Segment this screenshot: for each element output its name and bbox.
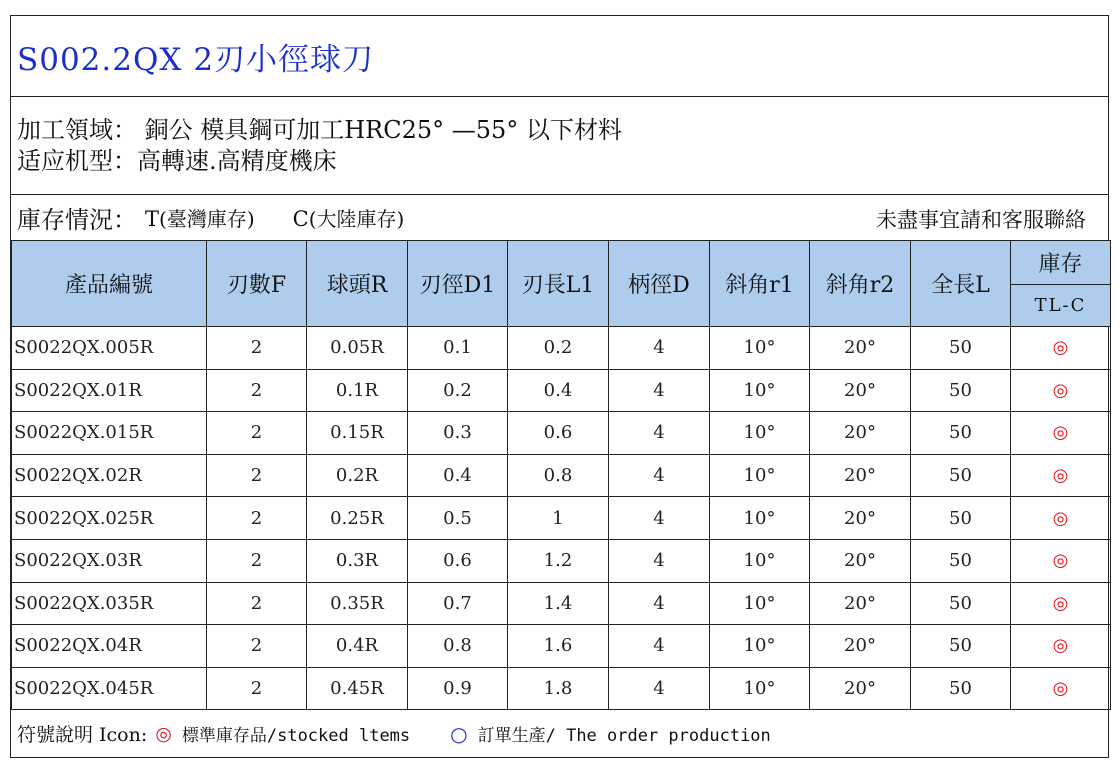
cell-blade-length: 1 (508, 497, 609, 540)
cell-flutes: 2 (207, 412, 307, 455)
cell-angle-r2: 20° (810, 667, 911, 710)
header-flutes: 刃數F (207, 241, 307, 327)
table-row (12, 582, 1111, 625)
cell-angle-r1: 10° (710, 327, 810, 370)
cell-angle-r1: 10° (710, 667, 810, 710)
product-spec-sheet (10, 15, 1109, 758)
cell-stock (1011, 454, 1111, 497)
cell-blade-diameter: 0.2 (408, 369, 508, 412)
cell-blade-length: 0.8 (508, 454, 609, 497)
header-blade-length: 刃長L1 (508, 241, 609, 327)
stocked-icon: ◎ (1052, 592, 1069, 614)
cell-flutes: 2 (207, 539, 307, 582)
cell-angle-r2: 20° (810, 539, 911, 582)
cell-shank-diameter: 4 (609, 454, 710, 497)
cell-blade-length: 0.4 (508, 369, 609, 412)
cell-ball-radius: 0.45R (307, 667, 408, 710)
stocked-icon: ◎ (1052, 337, 1069, 359)
cell-ball-radius: 0.1R (307, 369, 408, 412)
cell-code: S0022QX.02R (12, 454, 207, 497)
cell-code: S0022QX.04R (12, 625, 207, 668)
cell-blade-diameter: 0.9 (408, 667, 508, 710)
cell-shank-diameter: 4 (609, 327, 710, 370)
cell-stock (1011, 327, 1111, 370)
cell-shank-diameter: 4 (609, 497, 710, 540)
cell-blade-length: 0.2 (508, 327, 609, 370)
spec-table (11, 240, 1111, 710)
cell-total-length: 50 (911, 412, 1011, 455)
cell-angle-r2: 20° (810, 454, 911, 497)
contact-note: 未盡事宜請和客服聯絡 (876, 208, 1086, 232)
cell-shank-diameter: 4 (609, 412, 710, 455)
stocked-icon: ◎ (1052, 550, 1069, 572)
table-row (12, 625, 1111, 668)
table-row (12, 369, 1111, 412)
stocked-icon: ◎ (1052, 379, 1069, 401)
cell-code: S0022QX.015R (12, 412, 207, 455)
cell-stock (1011, 539, 1111, 582)
cell-angle-r2: 20° (810, 369, 911, 412)
table-row (12, 327, 1111, 370)
header-total-length: 全長L (911, 241, 1011, 327)
cell-blade-diameter: 0.4 (408, 454, 508, 497)
cell-angle-r2: 20° (810, 412, 911, 455)
cell-total-length: 50 (911, 497, 1011, 540)
cell-angle-r1: 10° (710, 454, 810, 497)
cell-blade-length: 0.6 (508, 412, 609, 455)
cell-code: S0022QX.01R (12, 369, 207, 412)
table-row (12, 667, 1111, 710)
header-shank-diameter: 柄徑D (609, 241, 710, 327)
cell-blade-length: 1.6 (508, 625, 609, 668)
order-legend-icon: ○ (450, 721, 468, 746)
cell-blade-diameter: 0.7 (408, 582, 508, 625)
cell-blade-diameter: 0.5 (408, 497, 508, 540)
stocked-icon: ◎ (1052, 678, 1069, 700)
stock-status-row (11, 195, 1108, 240)
table-row (12, 539, 1111, 582)
cell-angle-r1: 10° (710, 412, 810, 455)
stock-option-mainland-code: C (292, 207, 309, 231)
cell-ball-radius: 0.05R (307, 327, 408, 370)
cell-total-length: 50 (911, 327, 1011, 370)
stock-status-label: 庫存情況： (17, 206, 137, 234)
cell-ball-radius: 0.15R (307, 412, 408, 455)
cell-angle-r1: 10° (710, 369, 810, 412)
info-section (11, 97, 1108, 195)
cell-shank-diameter: 4 (609, 582, 710, 625)
cell-total-length: 50 (911, 454, 1011, 497)
cell-blade-diameter: 0.8 (408, 625, 508, 668)
header-stock: 庫存 (1011, 241, 1111, 285)
header-code: 產品編號 (12, 241, 207, 327)
cell-code: S0022QX.005R (12, 327, 207, 370)
cell-stock (1011, 497, 1111, 540)
cell-shank-diameter: 4 (609, 625, 710, 668)
stocked-legend-icon: ◎ (155, 722, 172, 745)
stock-option-taiwan-code: T (145, 207, 160, 231)
cell-angle-r2: 20° (810, 582, 911, 625)
cell-shank-diameter: 4 (609, 539, 710, 582)
legend-row (11, 710, 1108, 757)
legend-label: 符號說明 Icon: (17, 724, 148, 746)
cell-shank-diameter: 4 (609, 667, 710, 710)
cell-total-length: 50 (911, 582, 1011, 625)
header-stock-sub: TL-C (1011, 285, 1111, 327)
cell-flutes: 2 (207, 327, 307, 370)
stocked-icon: ◎ (1052, 422, 1069, 444)
cell-stock (1011, 582, 1111, 625)
cell-stock (1011, 369, 1111, 412)
table-row (12, 454, 1111, 497)
stock-option-taiwan-desc: (臺灣庫存) (159, 207, 255, 231)
header-blade-diameter: 刃徑D1 (408, 241, 508, 327)
header-ball-radius: 球頭R (307, 241, 408, 327)
cell-angle-r2: 20° (810, 327, 911, 370)
cell-flutes: 2 (207, 454, 307, 497)
cell-blade-diameter: 0.1 (408, 327, 508, 370)
stock-option-mainland (293, 203, 405, 232)
order-legend-text: 訂單生產/ The order production (477, 726, 771, 746)
cell-code: S0022QX.035R (12, 582, 207, 625)
cell-ball-radius: 0.3R (307, 539, 408, 582)
cell-flutes: 2 (207, 582, 307, 625)
cell-angle-r2: 20° (810, 625, 911, 668)
cell-blade-diameter: 0.3 (408, 412, 508, 455)
stock-option-taiwan (145, 203, 255, 232)
cell-stock (1011, 667, 1111, 710)
machining-field-text: 加工領域： 銅公 模具鋼可加工HRC25° —55° 以下材料 (17, 116, 622, 144)
cell-blade-length: 1.8 (508, 667, 609, 710)
cell-stock (1011, 412, 1111, 455)
cell-blade-diameter: 0.6 (408, 539, 508, 582)
stocked-icon: ◎ (1052, 465, 1069, 487)
cell-code: S0022QX.025R (12, 497, 207, 540)
cell-flutes: 2 (207, 369, 307, 412)
cell-blade-length: 1.2 (508, 539, 609, 582)
cell-ball-radius: 0.35R (307, 582, 408, 625)
cell-angle-r1: 10° (710, 539, 810, 582)
page-title: S002.2QX 2刃小徑球刀 (17, 41, 375, 78)
cell-flutes: 2 (207, 497, 307, 540)
table-row (12, 497, 1111, 540)
cell-flutes: 2 (207, 625, 307, 668)
cell-code: S0022QX.045R (12, 667, 207, 710)
stock-option-mainland-desc: (大陸庫存) (308, 207, 405, 231)
cell-total-length: 50 (911, 667, 1011, 710)
cell-ball-radius: 0.4R (307, 625, 408, 668)
cell-total-length: 50 (911, 625, 1011, 668)
cell-blade-length: 1.4 (508, 582, 609, 625)
cell-total-length: 50 (911, 369, 1011, 412)
cell-shank-diameter: 4 (609, 369, 710, 412)
cell-angle-r1: 10° (710, 625, 810, 668)
cell-ball-radius: 0.2R (307, 454, 408, 497)
cell-stock (1011, 625, 1111, 668)
cell-angle-r1: 10° (710, 497, 810, 540)
machine-type-text: 适应机型：高轉速.高精度機床 (17, 147, 337, 175)
cell-ball-radius: 0.25R (307, 497, 408, 540)
table-row (12, 412, 1111, 455)
cell-code: S0022QX.03R (12, 539, 207, 582)
stocked-legend-text: 標準庫存品/stocked ltems (181, 726, 411, 746)
cell-flutes: 2 (207, 667, 307, 710)
title-row (11, 16, 1108, 97)
header-angle-r1: 斜角r1 (710, 241, 810, 327)
cell-total-length: 50 (911, 539, 1011, 582)
cell-angle-r1: 10° (710, 582, 810, 625)
stocked-icon: ◎ (1052, 507, 1069, 529)
header-angle-r2: 斜角r2 (810, 241, 911, 327)
cell-angle-r2: 20° (810, 497, 911, 540)
stocked-icon: ◎ (1052, 635, 1069, 657)
